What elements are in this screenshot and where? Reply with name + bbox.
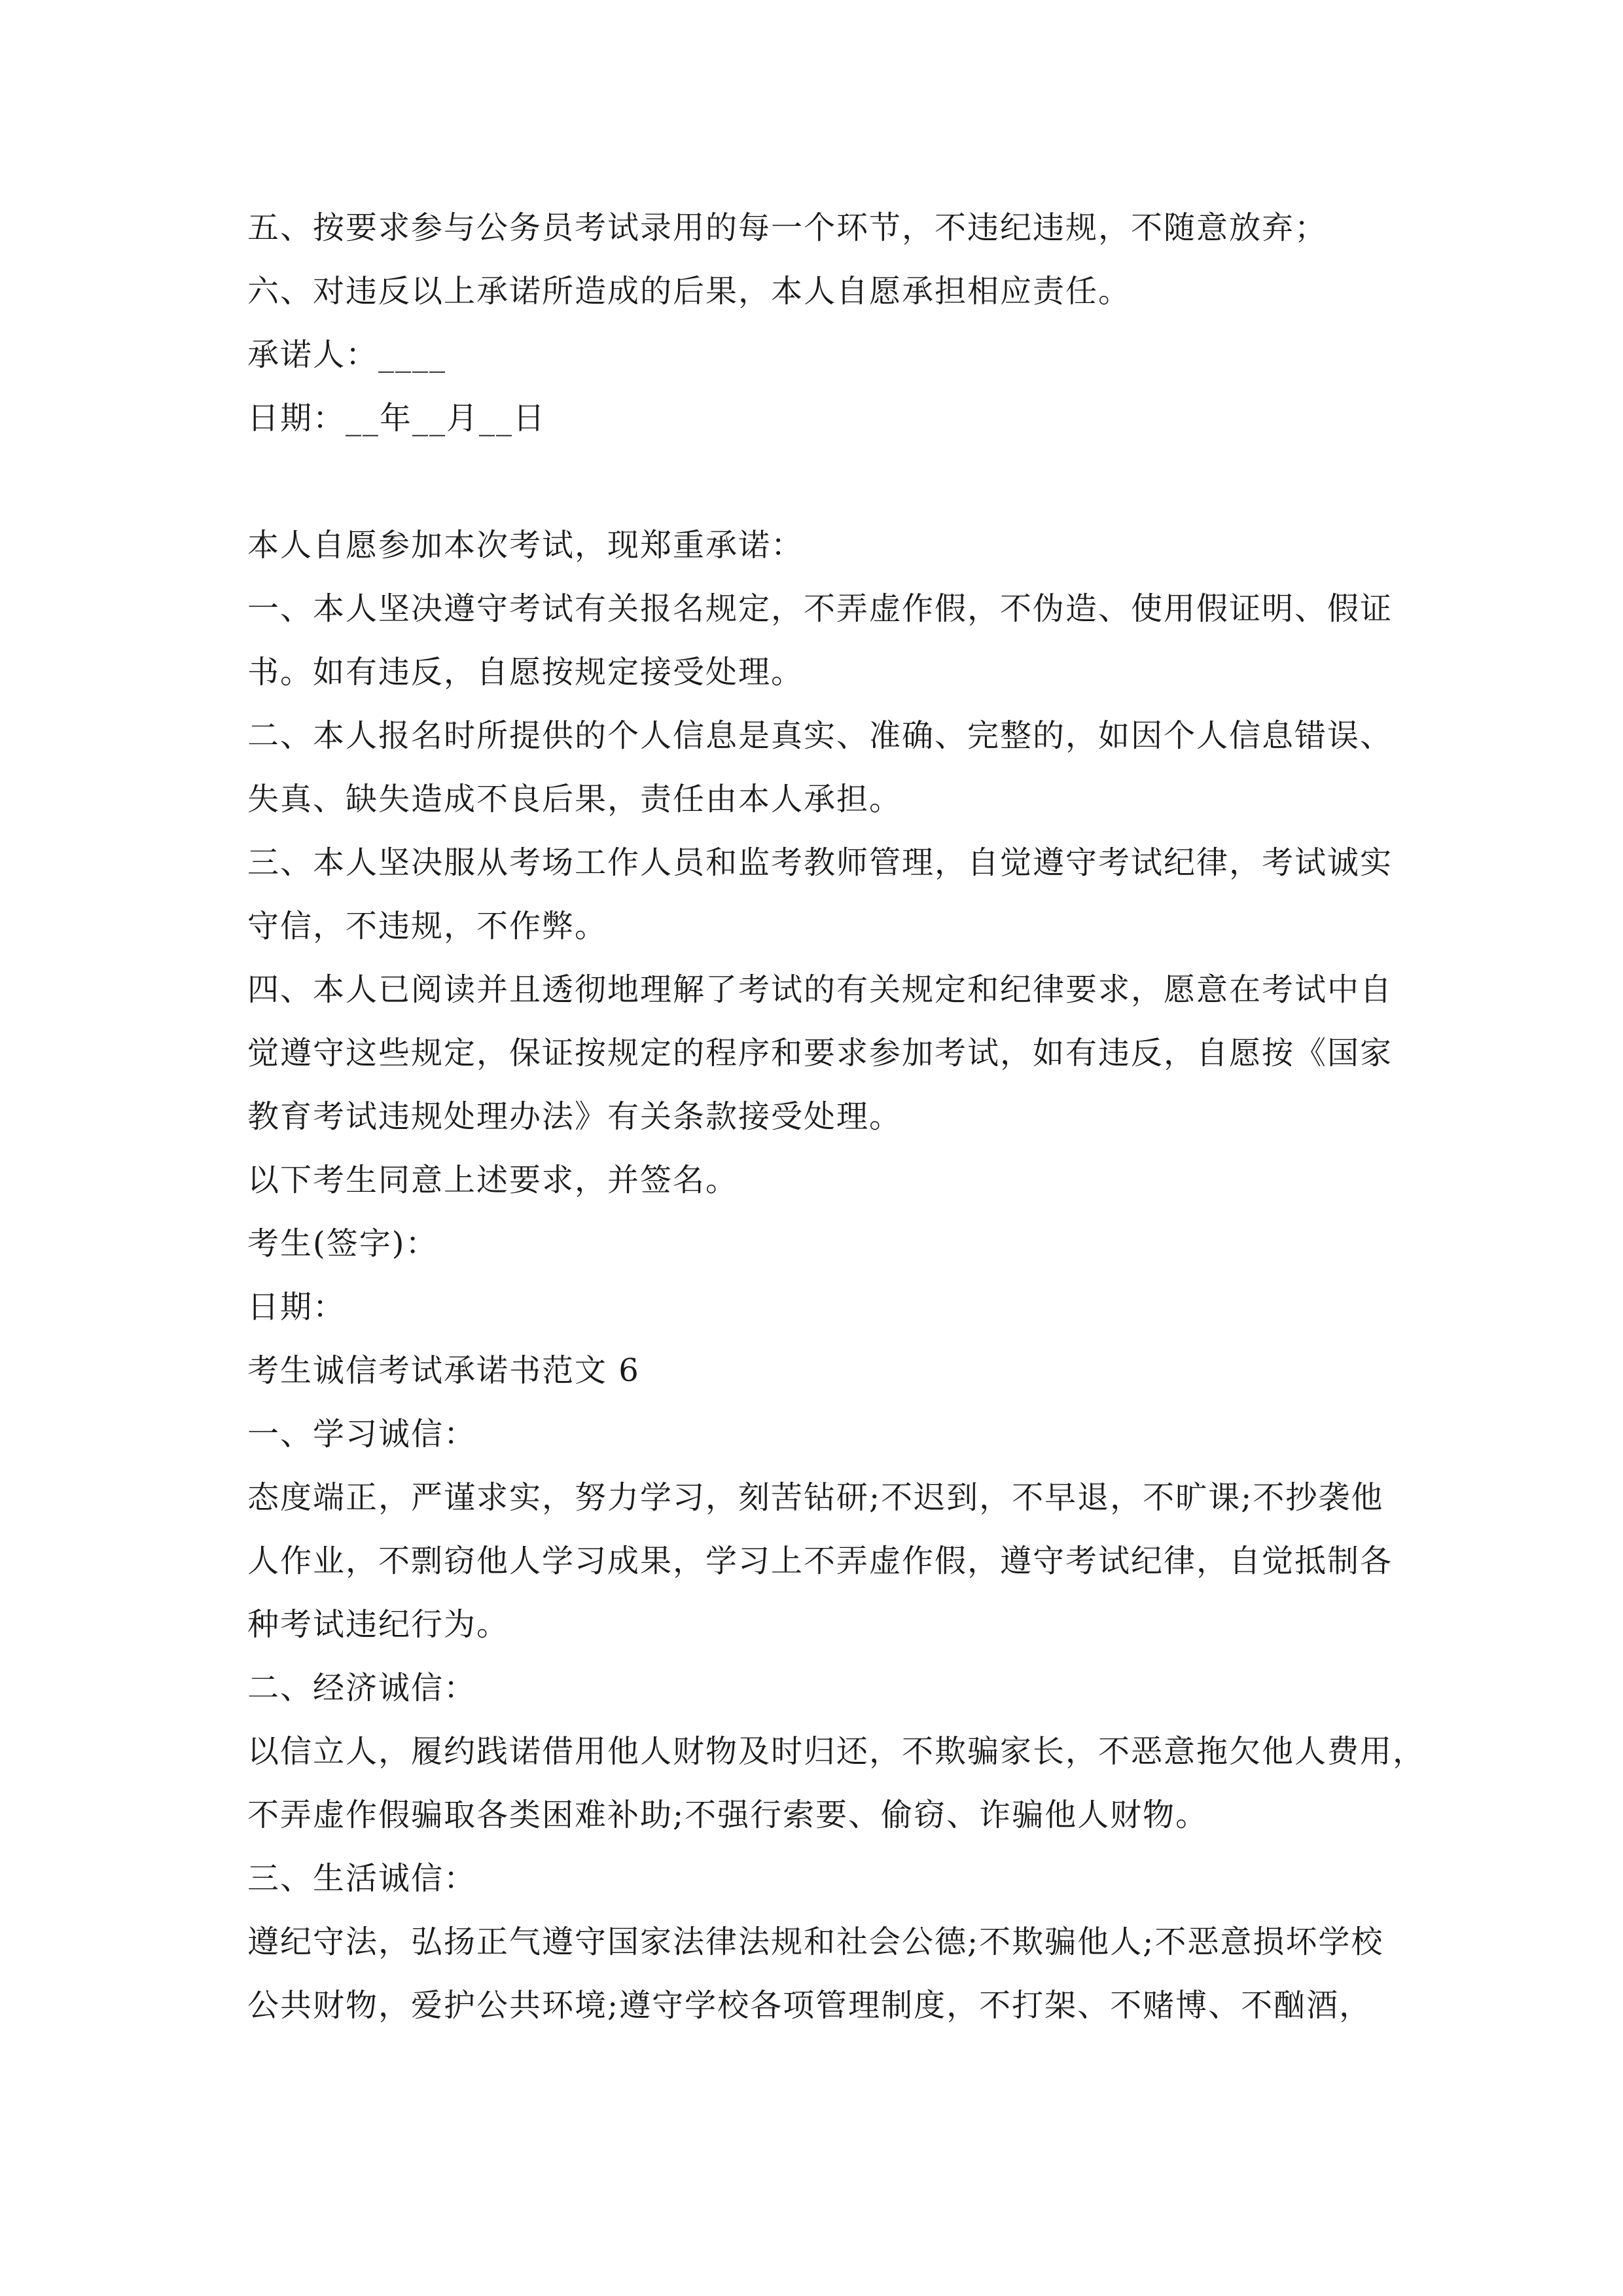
section-heading: 三、生活诚信： bbox=[247, 1860, 477, 1897]
text-line: 以信立人，履约践诺借用他人财物及时归还，不欺骗家长，不恶意拖欠他人费用， bbox=[247, 1733, 1426, 1770]
text-line: 四、本人已阅读并且透彻地理解了考试的有关规定和纪律要求，愿意在考试中自 bbox=[247, 971, 1393, 1008]
section-title: 考生诚信考试承诺书范文 6 bbox=[247, 1352, 640, 1389]
paragraph-gap bbox=[247, 450, 1399, 514]
text-line: 考生(签字)： bbox=[247, 1225, 438, 1262]
text-line: 三、本人坚决服从考场工作人员和监考教师管理，自觉遵守考试纪律，考试诚实 bbox=[247, 844, 1393, 881]
text-line: 日期： bbox=[247, 1289, 346, 1325]
text-line: 守信，不违规，不作弊。 bbox=[247, 908, 608, 944]
text-line: 五、按要求参与公务员考试录用的每一个环节，不违纪违规，不随意放弃； bbox=[247, 209, 1328, 246]
text-line: 种考试违纪行为。 bbox=[247, 1606, 510, 1643]
text-line: 人作业，不剽窃他人学习成果，学习上不弄虚作假，遵守考试纪律，自觉抵制各 bbox=[247, 1543, 1393, 1579]
section-heading: 二、经济诚信： bbox=[247, 1670, 477, 1706]
text-line: 书。如有违反，自愿按规定接受处理。 bbox=[247, 654, 804, 691]
text-line: 日期：__年__月__日 bbox=[247, 400, 546, 437]
text-line: 教育考试违规处理办法》有关条款接受处理。 bbox=[247, 1098, 902, 1135]
text-line: 本人自愿参加本次考试，现郑重承诺： bbox=[247, 527, 804, 564]
text-line: 公共财物，爱护公共环境;遵守学校各项管理制度，不打架、不赌博、不酗酒， bbox=[247, 1987, 1372, 2024]
text-line: 六、对违反以上承诺所造成的后果，本人自愿承担相应责任。 bbox=[247, 273, 1132, 310]
section-heading: 一、学习诚信： bbox=[247, 1416, 477, 1452]
text-line: 承诺人：____ bbox=[247, 336, 447, 373]
text-line: 以下考生同意上述要求，并签名。 bbox=[247, 1162, 739, 1198]
text-line: 遵纪守法，弘扬正气遵守国家法律法规和社会公德;不欺骗他人;不恶意损坏学校 bbox=[247, 1924, 1384, 1960]
document-body bbox=[247, 196, 1426, 2037]
text-line: 觉遵守这些规定，保证按规定的程序和要求参加考试，如有违反，自愿按《国家 bbox=[247, 1035, 1393, 1071]
text-line: 一、本人坚决遵守考试有关报名规定，不弄虚作假，不伪造、使用假证明、假证 bbox=[247, 590, 1393, 627]
text-line: 失真、缺失造成不良后果，责任由本人承担。 bbox=[247, 781, 902, 817]
text-line: 二、本人报名时所提供的个人信息是真实、准确、完整的，如因个人信息错误、 bbox=[247, 717, 1393, 754]
text-line: 不弄虚作假骗取各类困难补助;不强行索要、偷窃、诈骗他人财物。 bbox=[247, 1797, 1209, 1833]
text-line: 态度端正，严谨求实，努力学习，刻苦钻研;不迟到，不早退，不旷课;不抄袭他 bbox=[247, 1479, 1384, 1516]
